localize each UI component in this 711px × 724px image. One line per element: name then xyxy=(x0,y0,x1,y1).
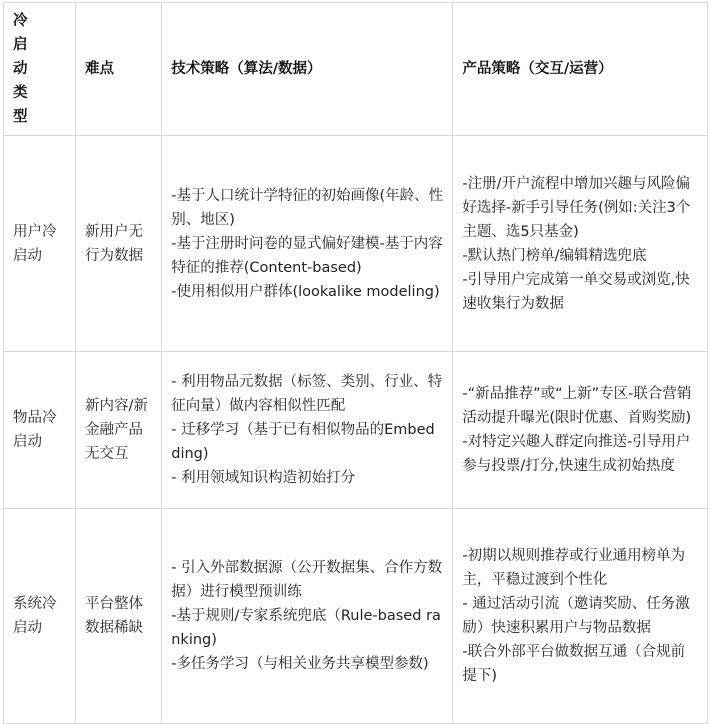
header-product-strategy: 产品策略（交互/运营） xyxy=(453,3,708,136)
product-item: -“新品推荐”或“上新”专区-联合营销活动提升曝光(限时优惠、首购奖励) xyxy=(462,386,692,426)
cell-difficulty: 新内容/新金融产品无交互 xyxy=(76,352,162,509)
cell-product xyxy=(453,509,708,724)
header-type-line: 冷启 xyxy=(13,13,42,53)
tech-item: -基于规则/专家系统兜底（Rule-based ranking) xyxy=(171,608,441,648)
tech-item: -使用相似用户群体(lookalike modeling) xyxy=(171,283,440,300)
header-difficulty: 难点 xyxy=(76,3,162,136)
tech-item: -基于人口统计学特征的初始画像(年龄、性别、地区) xyxy=(171,187,444,228)
table-header-row xyxy=(4,3,708,136)
tech-item: -多任务学习（与相关业务共享模型参数) xyxy=(171,656,429,672)
cell-tech xyxy=(162,136,453,352)
cell-product xyxy=(453,352,708,509)
tech-item: - 利用领域知识构造初始打分 xyxy=(171,470,356,486)
cell-tech xyxy=(162,352,453,509)
tech-item: - 引入外部数据源（公开数据集、合作方数据）进行模型预训练 xyxy=(171,560,443,600)
table-row xyxy=(4,509,708,724)
cell-difficulty: 平台整体数据稀缺 xyxy=(76,509,162,724)
product-item: -引导用户完成第一单交易或浏览,快速收集行为数据 xyxy=(462,271,690,312)
cell-type: 系统冷启动 xyxy=(4,509,76,724)
tech-item: -基于注册时问卷的显式偏好建模-基于内容特征的推荐(Content-based) xyxy=(171,235,443,276)
product-item: - 通过活动引流（邀请奖励、任务激励）快速积累用户与物品数据 xyxy=(462,596,690,636)
tech-item: - 迁移学习（基于已有相似物品的Embedding) xyxy=(171,422,435,462)
cell-type: 物品冷启动 xyxy=(4,352,76,509)
header-tech-strategy: 技术策略（算法/数据） xyxy=(162,3,453,136)
product-item: -对特定兴趣人群定向推送-引导用户参与投票/打分,快速生成初始热度 xyxy=(462,434,691,474)
cold-start-strategy-table xyxy=(3,2,708,724)
header-type xyxy=(4,3,76,136)
product-item: -联合外部平台做数据互通（合规前提下) xyxy=(462,644,686,684)
cell-difficulty: 新用户无行为数据 xyxy=(76,136,162,352)
cell-product xyxy=(453,136,708,352)
product-item: -初期以规则推荐或行业通用榜单为主，平稳过渡到个性化 xyxy=(462,548,686,588)
product-item: -默认热门榜单/编辑精选兜底 xyxy=(462,247,647,264)
header-type-line: 动类 xyxy=(13,61,42,101)
table-row xyxy=(4,352,708,509)
cell-type: 用户冷启动 xyxy=(4,136,76,352)
header-type-line: 型 xyxy=(13,109,42,125)
cell-tech xyxy=(162,509,453,724)
table-row xyxy=(4,136,708,352)
tech-item: - 利用物品元数据（标签、类别、行业、特征向量）做内容相似性匹配 xyxy=(171,374,443,414)
product-item: -注册/开户流程中增加兴趣与风险偏好选择-新手引导任务(例如:关注3个主题、选5只基金) xyxy=(462,175,691,240)
